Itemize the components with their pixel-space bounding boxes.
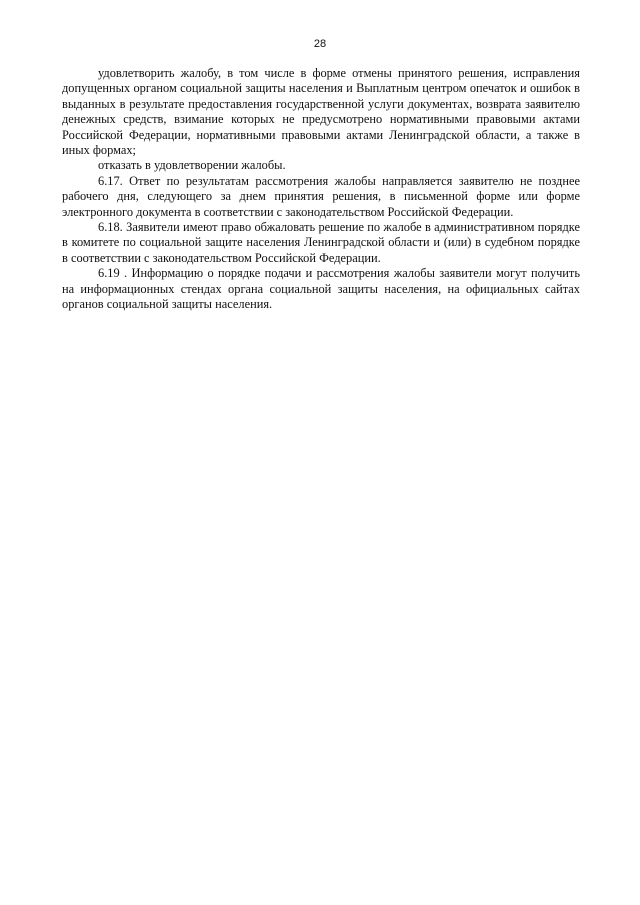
document-body — [62, 66, 580, 313]
paragraph-complaint-refusal: отказать в удовлетворении жалобы. — [98, 158, 286, 173]
paragraph-6-18: 6.18. Заявители имеют право обжаловать решение по жалобе в административном порядке в комитете по социальной защите населения Ленинградской области и (или) в судебном порядке в соответствии с законодательством Российской Федерации. — [62, 220, 580, 265]
paragraph-complaint-satisfaction: удовлетворить жалобу, в том числе в форме отмены принятого решения, исправления допущенных органом социальной защиты населения и Выплатным центром опечаток и ошибок в выданных в результате предоставления государственной услуги документах, возврата заявителю денежных средств, взимание которых не предусмотрено нормативными правовыми актами Российской Федерации, нормативными правовыми актами Ленинградской области, а также в иных формах; — [62, 66, 580, 158]
paragraph-6-17: 6.17. Ответ по результатам рассмотрения жалобы направляется заявителю не позднее рабочего дня, следующего за днем принятия решения, в письменной форме или форме электронного документа в соответствии с законодательством Российской Федерации. — [62, 173, 580, 219]
page-number: 28 — [313, 38, 327, 50]
paragraph-6-19: 6.19 . Информацию о порядке подачи и рассмотрения жалобы заявители могут получить на информационных стендах органа социальной защиты населения, на официальных сайтах органов социальной защиты населения. — [62, 266, 580, 312]
